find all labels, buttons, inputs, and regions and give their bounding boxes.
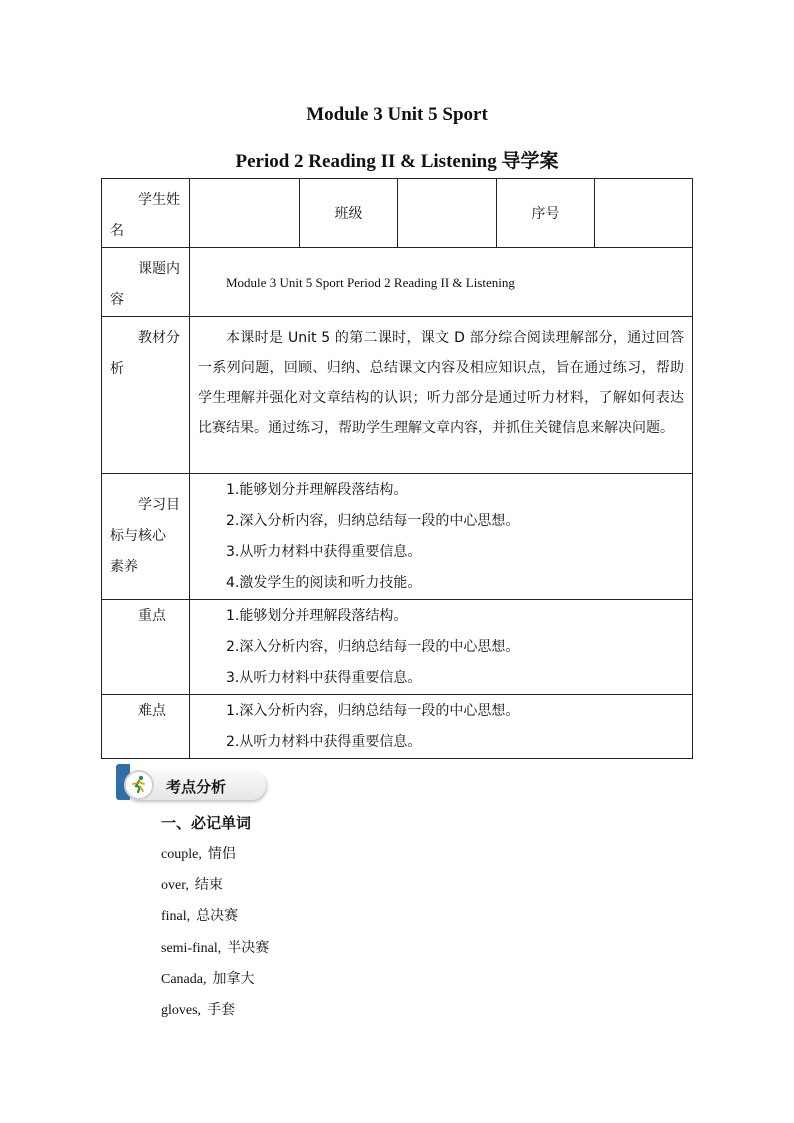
material-analysis-text: 本课时是 Unit 5 的第二课时，课文 D 部分综合阅读理解部分，通过回答一系列问题，回顾、归纳、总结课文内容及相应知识点，旨在通过练习，帮助学生理解并强化对文章结构的认识；听力部分是通过听力材料，了解如何表达比赛结果。通过练习，帮助学生理解文章内容，并抓住关键信息来解决问题。 [190,317,693,474]
table-row [102,248,693,317]
class-label: 班级 [300,179,398,248]
runner-icon [124,770,154,800]
table-row [102,474,693,600]
list-item: 1.能够划分并理解段落结构。 [226,608,408,624]
list-item: semi-final, 半决赛 [161,939,270,956]
vocabulary-list [161,843,269,1030]
key-points-list [190,600,693,695]
list-item: over, 结束 [161,877,223,894]
list-item: 3.从听力材料中获得重要信息。 [226,544,422,560]
list-item: couple, 情侣 [161,846,236,862]
seat-number-label: 序号 [497,179,595,248]
topic-value: Module 3 Unit 5 Sport Period 2 Reading II & Listening [190,248,693,317]
learning-goals-list [190,474,693,600]
key-points-label: 重点 [102,600,190,695]
document-title: Module 3 Unit 5 Sport [306,104,488,125]
list-item: 3.从听力材料中获得重要信息。 [226,670,422,686]
difficult-points-list [190,695,693,759]
table-row [102,695,693,759]
list-item: 1.深入分析内容，归纳总结每一段的中心思想。 [226,703,520,719]
seat-number-field[interactable] [595,179,693,248]
table-row [102,317,693,474]
material-analysis-label: 教材分 析 [102,317,190,474]
list-item: Canada, 加拿大 [161,970,255,987]
list-item: final, 总决赛 [161,908,239,925]
section-badge [116,764,266,804]
topic-label: 课题内 容 [102,248,190,317]
table-row [102,600,693,695]
lesson-plan-table [101,178,693,759]
learning-goals-label: 学习目 标与核心 素养 [102,474,190,600]
section-heading: 一、必记单词 [161,814,252,832]
list-item: 2.从听力材料中获得重要信息。 [226,734,422,750]
document-subtitle: Period 2 Reading II & Listening 导学案 [235,151,559,172]
list-item: 2.深入分析内容，归纳总结每一段的中心思想。 [226,639,520,655]
list-item: gloves, 手套 [161,1001,236,1018]
table-row [102,179,693,248]
student-name-field[interactable] [190,179,300,248]
badge-label: 考点分析 [166,778,227,796]
student-name-label: 学生姓 名 [102,179,190,248]
list-item: 2.深入分析内容，归纳总结每一段的中心思想。 [226,513,520,529]
list-item: 1.能够划分并理解段落结构。 [226,482,408,498]
list-item: 4.激发学生的阅读和听力技能。 [226,575,422,591]
class-field[interactable] [398,179,497,248]
difficult-points-label: 难点 [102,695,190,759]
